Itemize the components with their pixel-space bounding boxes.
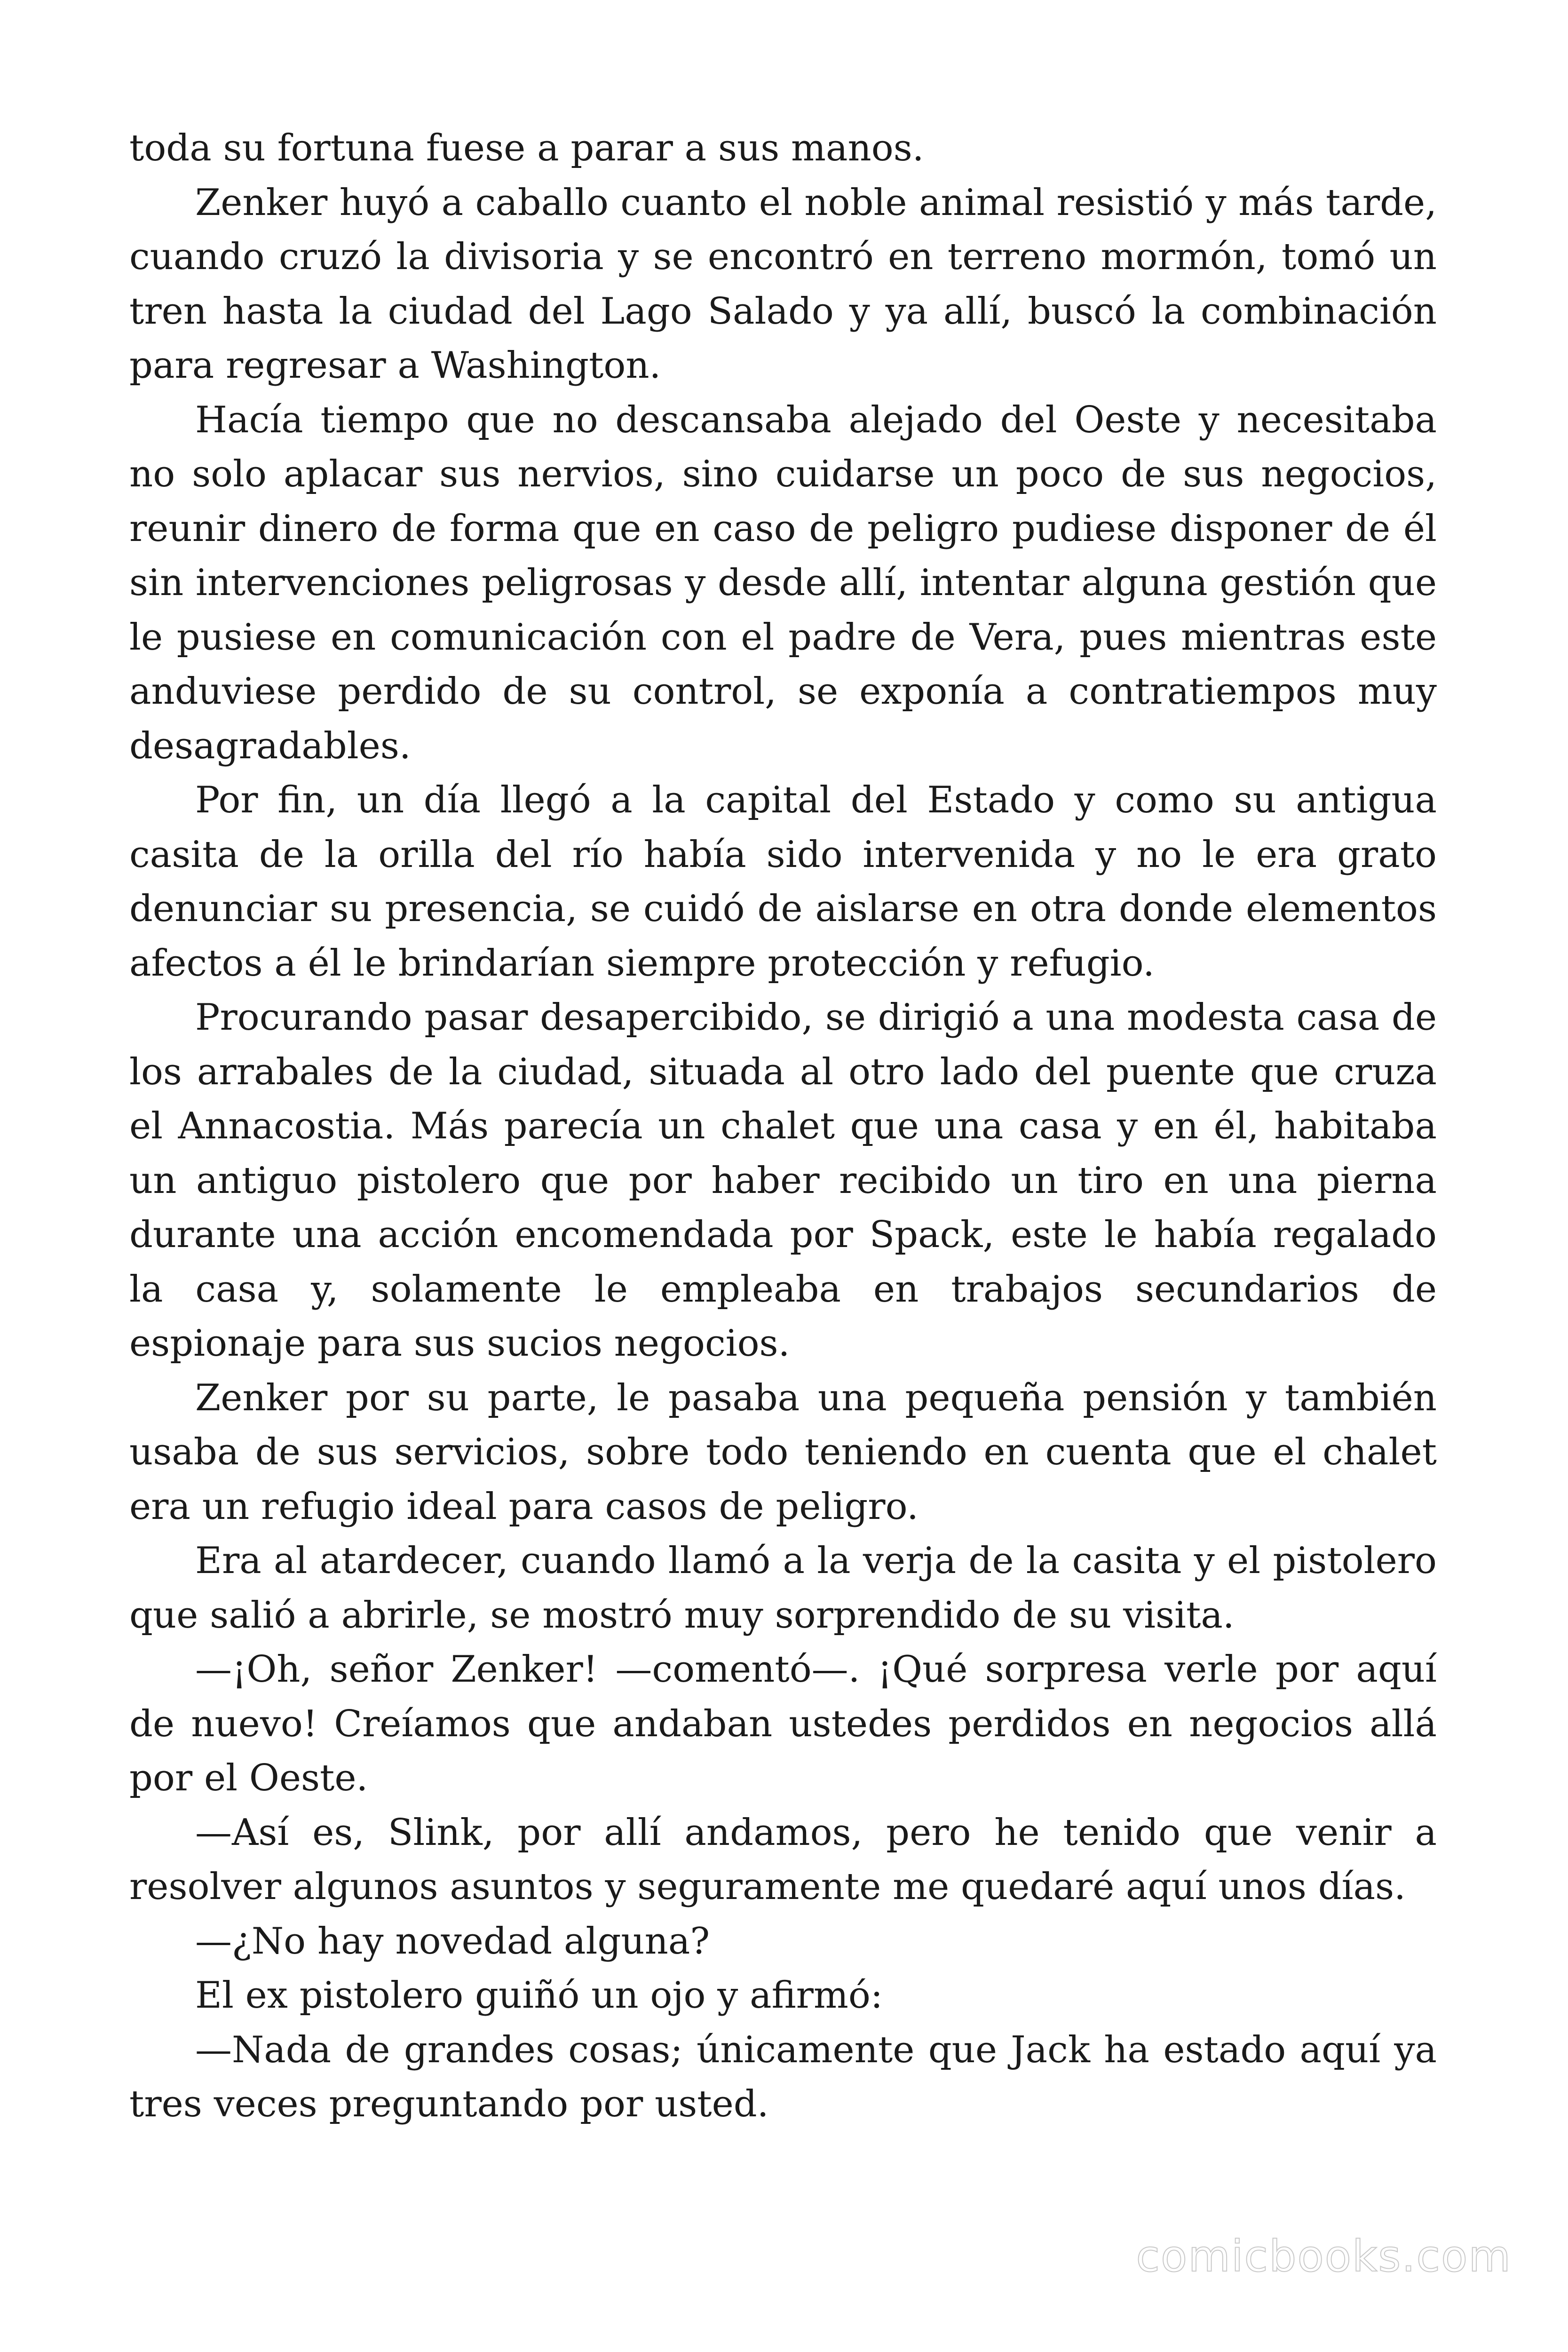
watermark: comicbooks.com — [1136, 2231, 1512, 2281]
paragraph-10: —¿No hay novedad alguna? — [195, 1920, 710, 1963]
page-body — [129, 121, 1437, 2132]
paragraph-8: —¡Oh, señor Zenker! —comentó—. ¡Qué sorpresa verle por aquí de nuevo! Creíamos que andaban ustedes perdidos en negocios allá por el Oeste. — [129, 1648, 1437, 1799]
paragraph-4: Por fin, un día llegó a la capital del Estado y como su antigua casita de la orilla del río había sido intervenida y no le era grato denunciar su presencia, se cuidó de aislarse en otra donde elementos afectos a él le brindarían siempre protección y refugio. — [129, 779, 1437, 985]
paragraph-6: Zenker por su parte, le pasaba una pequeña pensión y también usaba de sus servicios, sobre todo teniendo en cuenta que el chalet era un refugio ideal para casos de peligro. — [129, 1376, 1437, 1528]
paragraph-7: Era al atardecer, cuando llamó a la verja de la casita y el pistolero que salió a abrirle, se mostró muy sorprendido de su visita. — [129, 1540, 1437, 1637]
paragraph-11: El ex pistolero guiñó un ojo y afirmó: — [195, 1974, 883, 2017]
paragraph-3: Hacía tiempo que no descansaba alejado del Oeste y necesitaba no solo aplacar sus nervios, sino cuidarse un poco de sus negocios, reunir dinero de forma que en caso de peligro pudiese disponer de él sin intervenciones peligrosas y desde allí, intentar alguna gestión que le pusiese en comunicación con el padre de Vera, pues mientras este anduviese perdido de su control, se exponía a contratiempos muy desagradables. — [129, 398, 1437, 767]
paragraph-1: toda su fortuna fuese a parar a sus manos. — [129, 127, 924, 169]
paragraph-2: Zenker huyó a caballo cuanto el noble animal resistió y más tarde, cuando cruzó la divisoria y se encontró en terreno mormón, tomó un tren hasta la ciudad del Lago Salado y ya allí, buscó la combinación para regresar a Washington. — [129, 181, 1437, 387]
paragraph-12: —Nada de grandes cosas; únicamente que Jack ha estado aquí ya tres veces preguntando por usted. — [129, 2028, 1437, 2125]
paragraph-9: —Así es, Slink, por allí andamos, pero he tenido que venir a resolver algunos asuntos y seguramente me quedaré aquí unos días. — [129, 1811, 1437, 1908]
paragraph-5: Procurando pasar desapercibido, se dirigió a una modesta casa de los arrabales de la ciudad, situada al otro lado del puente que cruza el Annacostia. Más parecía un chalet que una casa y en él, habitaba un antiguo pistolero que por haber recibido un tiro en una pierna durante una acción encomendada por Spack, este le había regalado la casa y, solamente le empleaba en trabajos secundarios de espionaje para sus sucios negocios. — [129, 996, 1437, 1365]
